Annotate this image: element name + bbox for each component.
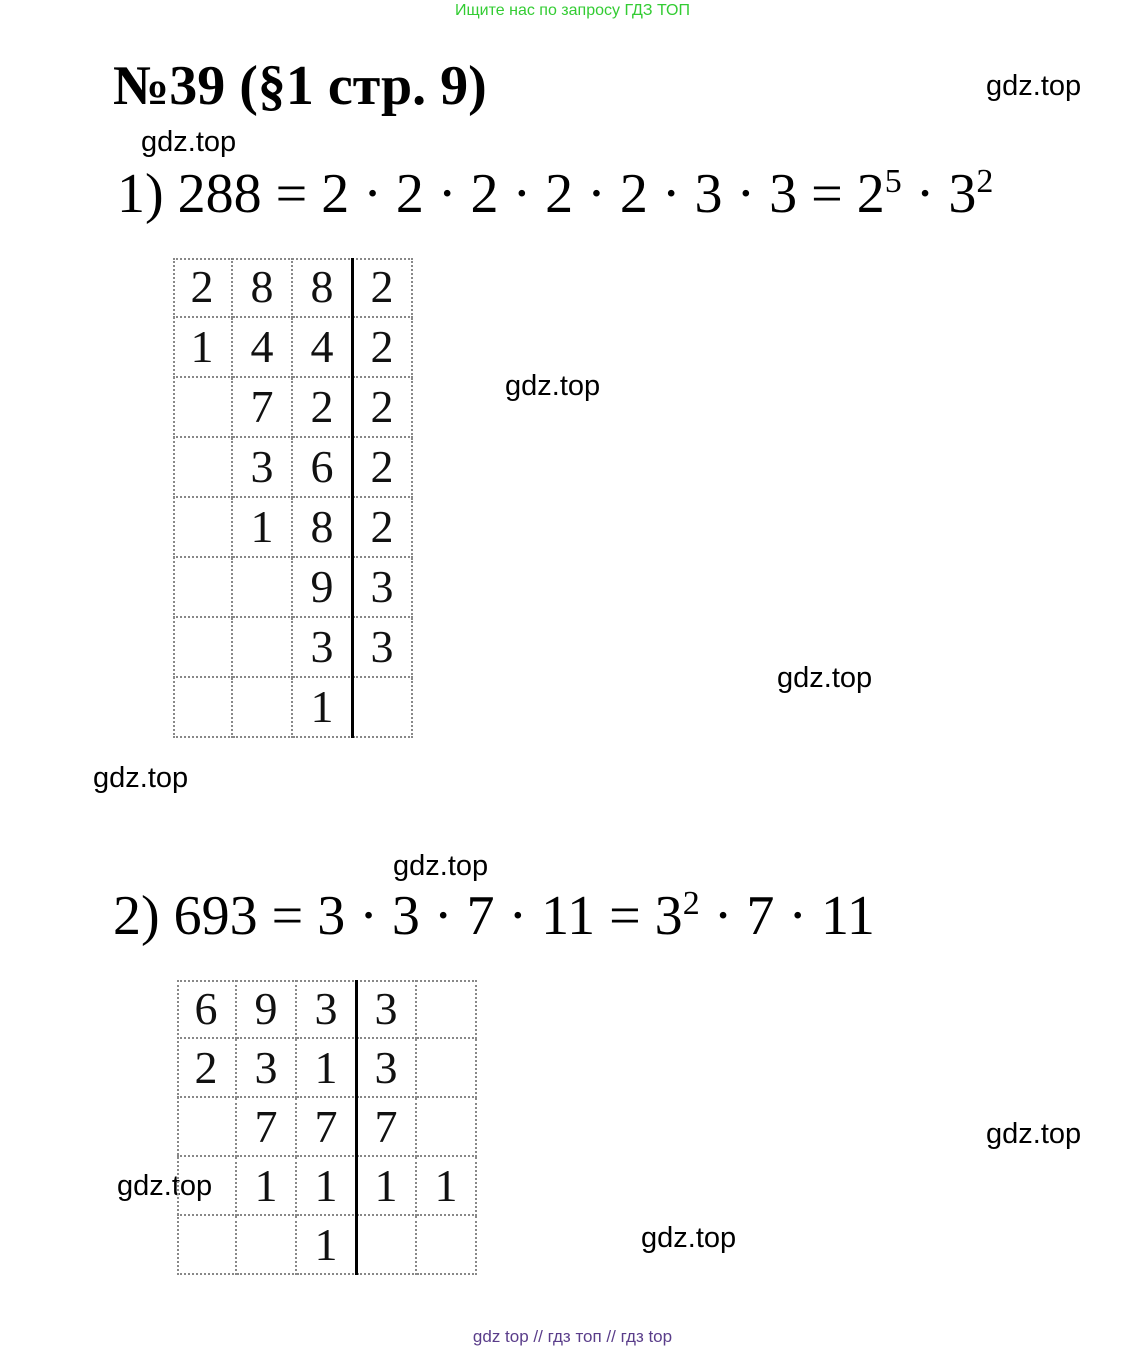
grid-cell: 7 [233, 378, 293, 438]
factor-table-1 [173, 258, 413, 744]
grid-cell [233, 558, 293, 618]
grid-cell [173, 378, 233, 438]
grid-cell: 1 [233, 498, 293, 558]
equation-2-mid: · 7 · 11 [699, 885, 875, 947]
grid-cell [417, 1098, 477, 1157]
grid-cell: 4 [293, 318, 353, 378]
grid-cell: 1 [297, 1157, 357, 1216]
grid-cell: 7 [237, 1098, 297, 1157]
grid-cell [237, 1216, 297, 1275]
grid-cell: 3 [293, 618, 353, 678]
equation-1-exponent-a: 5 [884, 163, 902, 200]
grid-cell [173, 498, 233, 558]
grid-cell: 1 [237, 1157, 297, 1216]
grid-cell: 7 [297, 1098, 357, 1157]
watermark: gdz.top [986, 1118, 1082, 1150]
grid-cell: 3 [353, 558, 413, 618]
footer: gdz top // гдз топ // гдз top [472, 1327, 673, 1346]
grid-cell: 2 [177, 1039, 237, 1098]
grid-cell [233, 618, 293, 678]
grid-cell [173, 438, 233, 498]
grid-cell [417, 1216, 477, 1275]
grid-cell: 1 [417, 1157, 477, 1216]
watermark: gdz.top [93, 762, 189, 794]
equation-1-mid: · 3 [901, 163, 977, 225]
factor-table-2 [177, 980, 475, 1280]
grid-cell [357, 1216, 417, 1275]
grid-cell: 9 [293, 558, 353, 618]
grid-cell: 2 [353, 378, 413, 438]
grid-cell [173, 678, 233, 738]
grid-cell: 1 [173, 318, 233, 378]
grid-cell: 3 [353, 618, 413, 678]
grid-cell [173, 618, 233, 678]
grid-cell: 3 [297, 980, 357, 1039]
grid-cell [417, 1039, 477, 1098]
grid-cell [353, 678, 413, 738]
watermark: gdz.top [141, 126, 237, 158]
grid-cell: 8 [293, 498, 353, 558]
grid-cell: 7 [357, 1098, 417, 1157]
grid-cell: 1 [297, 1039, 357, 1098]
grid-cell [177, 1216, 237, 1275]
grid-cell: 3 [237, 1039, 297, 1098]
grid-cell: 1 [293, 678, 353, 738]
grid-cell: 3 [357, 980, 417, 1039]
grid-cell: 4 [233, 318, 293, 378]
grid-cell: 8 [233, 258, 293, 318]
grid-cell: 6 [177, 980, 237, 1039]
watermark: gdz.top [641, 1222, 737, 1254]
grid-cell: 9 [237, 980, 297, 1039]
watermark: gdz.top [117, 1170, 213, 1202]
watermark: gdz.top [986, 70, 1082, 102]
equation-2-exponent: 2 [682, 885, 700, 922]
watermark: gdz.top [505, 370, 601, 402]
watermark: gdz.top [777, 662, 873, 694]
equation-1 [117, 163, 994, 225]
grid-cell: 1 [357, 1157, 417, 1216]
grid-cell: 1 [297, 1216, 357, 1275]
grid-cell: 3 [357, 1039, 417, 1098]
grid-cell: 2 [353, 438, 413, 498]
equation-1-text: 1) 288 = 2 · 2 · 2 · 2 · 2 · 3 · 3 = 2 [117, 163, 885, 225]
grid-cell [233, 678, 293, 738]
equation-2-text: 2) 693 = 3 · 3 · 7 · 11 = 3 [113, 885, 683, 947]
equation-2 [113, 885, 875, 947]
grid-cell: 2 [293, 378, 353, 438]
grid-cell: 2 [173, 258, 233, 318]
grid-cell [173, 558, 233, 618]
grid-cell [177, 1157, 237, 1216]
top-banner: Ищите нас по запросу ГДЗ ТОП [455, 2, 690, 19]
watermark: gdz.top [393, 850, 489, 882]
grid-cell [177, 1098, 237, 1157]
grid-cell: 2 [353, 258, 413, 318]
grid-cell: 2 [353, 498, 413, 558]
grid-cell: 6 [293, 438, 353, 498]
page-title: №39 (§1 стр. 9) [113, 55, 487, 117]
divider-line [351, 258, 354, 738]
divider-line [355, 980, 358, 1275]
equation-1-exponent-b: 2 [976, 163, 994, 200]
grid-cell [417, 980, 477, 1039]
grid-cell: 3 [233, 438, 293, 498]
grid-cell: 2 [353, 318, 413, 378]
grid-cell: 8 [293, 258, 353, 318]
